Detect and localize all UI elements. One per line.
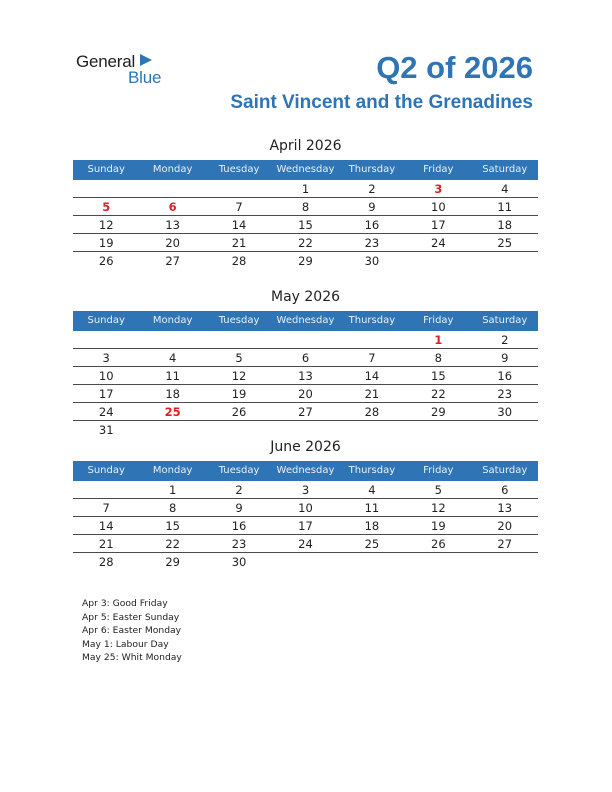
holiday-list bbox=[82, 597, 182, 665]
month-title: June 2026 bbox=[270, 439, 341, 455]
day-cell: 30 bbox=[497, 405, 513, 419]
weekday-label: Tuesday bbox=[218, 164, 260, 175]
day-cell: 24 bbox=[431, 236, 446, 250]
day-cell: 2 bbox=[368, 182, 376, 196]
day-cell: 2 bbox=[501, 333, 509, 347]
day-cell: 19 bbox=[98, 236, 114, 250]
day-cell: 31 bbox=[98, 423, 114, 437]
day-cell: 11 bbox=[497, 200, 513, 214]
page-subtitle: Saint Vincent and the Grenadines bbox=[230, 92, 533, 113]
day-cell: 13 bbox=[165, 218, 180, 232]
holiday-day-cell: 1 bbox=[434, 333, 443, 347]
day-cell: 16 bbox=[231, 519, 247, 533]
week-row bbox=[73, 349, 538, 367]
day-cell: 8 bbox=[168, 501, 177, 515]
day-cell: 3 bbox=[102, 351, 110, 365]
day-cell: 13 bbox=[298, 369, 313, 383]
day-cell: 26 bbox=[431, 537, 446, 551]
day-cell: 27 bbox=[298, 405, 313, 419]
day-cell: 10 bbox=[431, 200, 446, 214]
weekday-label: Thursday bbox=[348, 164, 396, 175]
day-cell: 22 bbox=[431, 387, 446, 401]
weekday-label: Tuesday bbox=[218, 465, 260, 476]
page-title: Q2 of 2026 bbox=[376, 50, 533, 85]
day-cell: 14 bbox=[364, 369, 380, 383]
day-cell: 18 bbox=[364, 519, 380, 533]
weekday-label: Friday bbox=[423, 465, 454, 476]
week-row bbox=[73, 403, 538, 421]
holiday-day-cell: 25 bbox=[164, 405, 181, 419]
week-row bbox=[73, 216, 538, 234]
week-row bbox=[73, 331, 538, 349]
day-cell: 1 bbox=[301, 182, 310, 196]
holiday-note: Apr 6: Easter Monday bbox=[82, 625, 182, 636]
day-cell: 27 bbox=[165, 254, 180, 268]
day-cell bbox=[405, 421, 471, 439]
day-cell: 20 bbox=[497, 519, 513, 533]
day-cell: 16 bbox=[364, 218, 380, 232]
day-cell: 23 bbox=[497, 387, 513, 401]
day-cell: 25 bbox=[497, 236, 513, 250]
day-cell: 9 bbox=[501, 351, 509, 365]
weekday-label: Monday bbox=[152, 465, 193, 476]
day-cell: 4 bbox=[501, 182, 509, 196]
day-cell bbox=[139, 180, 205, 197]
day-cell: 17 bbox=[98, 387, 114, 401]
weekday-label: Friday bbox=[423, 315, 454, 326]
holiday-note: Apr 5: Easter Sunday bbox=[82, 611, 180, 623]
day-cell: 17 bbox=[431, 218, 446, 232]
week-row bbox=[73, 499, 538, 517]
day-cell: 21 bbox=[98, 537, 114, 551]
holiday-day-cell: 6 bbox=[168, 200, 177, 214]
day-cell: 15 bbox=[165, 519, 180, 533]
day-cell: 27 bbox=[497, 537, 513, 551]
week-row bbox=[73, 385, 538, 403]
day-cell: 26 bbox=[98, 254, 114, 268]
day-cell bbox=[206, 180, 272, 197]
day-cell: 29 bbox=[165, 555, 180, 569]
weekday-label: Sunday bbox=[87, 465, 125, 476]
day-cell: 4 bbox=[168, 351, 177, 365]
day-cell: 14 bbox=[98, 519, 114, 533]
day-cell: 6 bbox=[501, 483, 509, 497]
day-cell: 29 bbox=[298, 254, 313, 268]
weekday-label: Tuesday bbox=[218, 315, 260, 326]
weekday-label: Wednesday bbox=[276, 315, 335, 326]
day-cell: 12 bbox=[98, 218, 114, 232]
weekday-label: Monday bbox=[152, 315, 193, 326]
day-cell: 21 bbox=[364, 387, 380, 401]
weekday-header bbox=[73, 160, 538, 180]
day-cell bbox=[206, 421, 272, 439]
day-cell: 30 bbox=[364, 254, 380, 268]
weekday-label: Sunday bbox=[87, 164, 125, 175]
day-cell bbox=[339, 421, 405, 439]
holiday-note: May 25: Whit Monday bbox=[82, 652, 182, 663]
weekday-label: Thursday bbox=[348, 465, 396, 476]
day-cell: 7 bbox=[235, 200, 243, 214]
day-cell: 24 bbox=[98, 405, 114, 419]
day-cell: 23 bbox=[364, 236, 380, 250]
day-cell: 29 bbox=[431, 405, 446, 419]
day-cell: 14 bbox=[231, 218, 247, 232]
day-cell: 11 bbox=[165, 369, 180, 383]
day-cell: 4 bbox=[368, 483, 376, 497]
day-cell: 22 bbox=[165, 537, 180, 551]
day-cell: 23 bbox=[231, 537, 247, 551]
day-cell: 6 bbox=[301, 351, 310, 365]
month-title: April 2026 bbox=[269, 138, 342, 154]
day-cell: 8 bbox=[301, 200, 310, 214]
weekday-label: Saturday bbox=[482, 465, 528, 476]
week-row bbox=[73, 252, 538, 270]
day-cell bbox=[472, 421, 538, 439]
day-cell bbox=[272, 331, 338, 348]
day-cell bbox=[73, 481, 139, 498]
holiday-note: Apr 3: Good Friday bbox=[82, 598, 168, 609]
day-cell: 28 bbox=[98, 555, 114, 569]
weekday-header bbox=[73, 461, 538, 481]
holiday-note: May 1: Labour Day bbox=[82, 638, 169, 650]
day-cell: 20 bbox=[298, 387, 313, 401]
calendar-april bbox=[73, 138, 538, 270]
day-cell bbox=[139, 421, 205, 439]
day-cell: 5 bbox=[235, 351, 243, 365]
calendar-may bbox=[73, 289, 538, 439]
day-cell: 1 bbox=[168, 483, 177, 497]
day-cell bbox=[272, 421, 338, 439]
day-cell: 18 bbox=[165, 387, 180, 401]
weekday-label: Friday bbox=[423, 164, 454, 175]
day-cell: 18 bbox=[497, 218, 513, 232]
week-row bbox=[73, 198, 538, 216]
day-cell: 28 bbox=[231, 254, 247, 268]
day-cell bbox=[139, 331, 205, 348]
day-cell: 11 bbox=[364, 501, 380, 515]
day-cell: 5 bbox=[434, 483, 442, 497]
generalblue-logo bbox=[76, 52, 176, 92]
day-cell: 9 bbox=[368, 200, 376, 214]
day-cell: 10 bbox=[298, 501, 313, 515]
logo-text-general: General bbox=[76, 52, 136, 71]
day-cell: 8 bbox=[434, 351, 442, 365]
weekday-label: Sunday bbox=[87, 315, 125, 326]
holiday-day-cell: 5 bbox=[102, 200, 111, 214]
week-row bbox=[73, 517, 538, 535]
week-row bbox=[73, 481, 538, 499]
weekday-label: Thursday bbox=[348, 315, 396, 326]
day-cell: 22 bbox=[298, 236, 313, 250]
day-cell: 12 bbox=[231, 369, 247, 383]
day-cell: 30 bbox=[231, 555, 247, 569]
day-cell: 10 bbox=[98, 369, 114, 383]
weekday-label: Monday bbox=[152, 164, 193, 175]
weekday-header bbox=[73, 311, 538, 331]
weekday-label: Saturday bbox=[482, 164, 528, 175]
logo-flag-icon bbox=[140, 54, 154, 68]
day-cell bbox=[472, 553, 538, 571]
holiday-day-cell: 3 bbox=[434, 182, 443, 196]
day-cell: 16 bbox=[497, 369, 513, 383]
day-cell: 3 bbox=[301, 483, 310, 497]
day-cell: 24 bbox=[298, 537, 313, 551]
logo-text-blue: Blue bbox=[128, 68, 162, 87]
day-cell: 9 bbox=[235, 501, 243, 515]
day-cell: 19 bbox=[431, 519, 446, 533]
day-cell: 20 bbox=[165, 236, 180, 250]
week-row bbox=[73, 180, 538, 198]
day-cell: 28 bbox=[364, 405, 380, 419]
day-cell: 7 bbox=[368, 351, 376, 365]
weekday-label: Wednesday bbox=[276, 465, 335, 476]
day-cell: 17 bbox=[298, 519, 313, 533]
day-cell: 21 bbox=[231, 236, 247, 250]
day-cell: 26 bbox=[231, 405, 247, 419]
day-cell bbox=[73, 180, 139, 197]
week-row bbox=[73, 234, 538, 252]
day-cell bbox=[206, 331, 272, 348]
day-cell: 25 bbox=[364, 537, 380, 551]
month-title: May 2026 bbox=[270, 289, 341, 305]
day-cell: 19 bbox=[231, 387, 247, 401]
calendar-june bbox=[73, 439, 538, 571]
day-cell bbox=[472, 252, 538, 270]
day-cell bbox=[272, 553, 338, 571]
week-row bbox=[73, 367, 538, 385]
day-cell bbox=[405, 553, 471, 571]
day-cell bbox=[73, 331, 139, 348]
day-cell: 13 bbox=[497, 501, 513, 515]
week-row bbox=[73, 553, 538, 571]
week-row bbox=[73, 535, 538, 553]
weekday-label: Wednesday bbox=[276, 164, 335, 175]
day-cell bbox=[405, 252, 471, 270]
day-cell: 2 bbox=[235, 483, 243, 497]
day-cell: 7 bbox=[102, 501, 110, 515]
day-cell bbox=[339, 331, 405, 348]
day-cell: 12 bbox=[431, 501, 446, 515]
week-row bbox=[73, 421, 538, 439]
day-cell bbox=[339, 553, 405, 571]
day-cell: 15 bbox=[298, 218, 313, 232]
day-cell: 15 bbox=[431, 369, 446, 383]
weekday-label: Saturday bbox=[482, 315, 528, 326]
